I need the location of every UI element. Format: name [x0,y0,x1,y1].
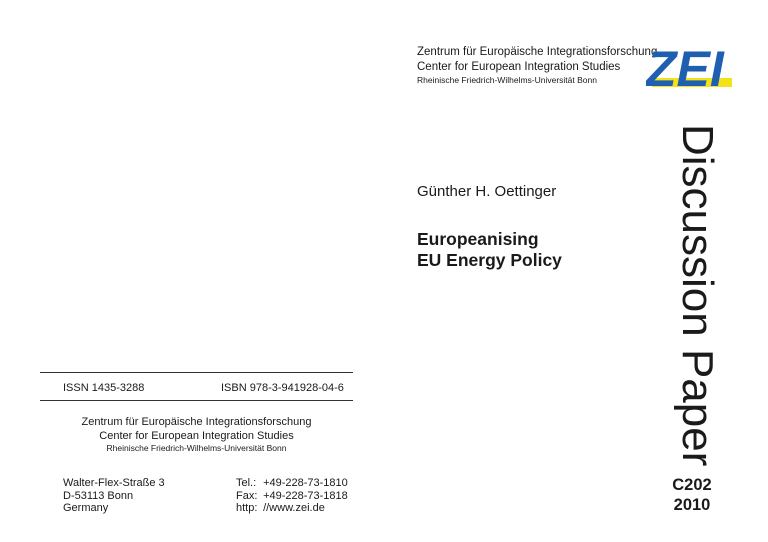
paper-title [417,229,562,271]
tel-label: Tel.: [236,477,257,489]
logo-text: ZEI [646,41,724,92]
contact-web [236,502,348,515]
footer-institution-en: Center for European Integration Studies [99,430,294,442]
fax-label: Fax: [236,489,258,502]
institution-footer [40,415,353,454]
divider-top [40,372,353,373]
contact-tel [236,477,348,490]
address-country: Germany [63,502,109,514]
divider-bottom [40,400,353,401]
contact [236,477,348,515]
series-label: Discussion Paper [673,124,722,467]
fax-value: +49-228-73-1818 [263,489,348,502]
address-street: Walter-Flex-Straße 3 [63,477,165,489]
web-label: http: [236,502,258,514]
number: C202 [672,476,712,494]
isbn: ISBN 978-3-941928-04-6 [221,382,344,394]
footer-university: Rheinische Friedrich-Wilhelms-Universität Bonn [106,443,287,453]
address [63,477,165,515]
issn: ISSN 1435-3288 [63,382,145,394]
title-line-1: Europeanising [417,229,539,249]
contact-fax [236,490,348,503]
title-line-2: EU Energy Policy [417,250,562,270]
year: 2010 [673,496,711,514]
author: Günther H. Oettinger [417,183,557,200]
university-name: Rheinische Friedrich-Wilhelms-Universität Bonn [417,75,597,85]
footer-institution-de: Zentrum für Europäische Integrationsforschung [81,416,312,428]
zei-logo [646,34,734,92]
institution-name-de: Zentrum für Europäische Integrationsforschung [417,46,658,58]
tel-value: +49-228-73-1810 [263,477,348,489]
web-value[interactable]: //www.zei.de [263,502,325,514]
paper-number [663,475,721,515]
address-city: D-53113 Bonn [63,489,134,502]
institution-header [417,45,657,86]
institution-name-en: Center for European Integration Studies [417,61,621,73]
